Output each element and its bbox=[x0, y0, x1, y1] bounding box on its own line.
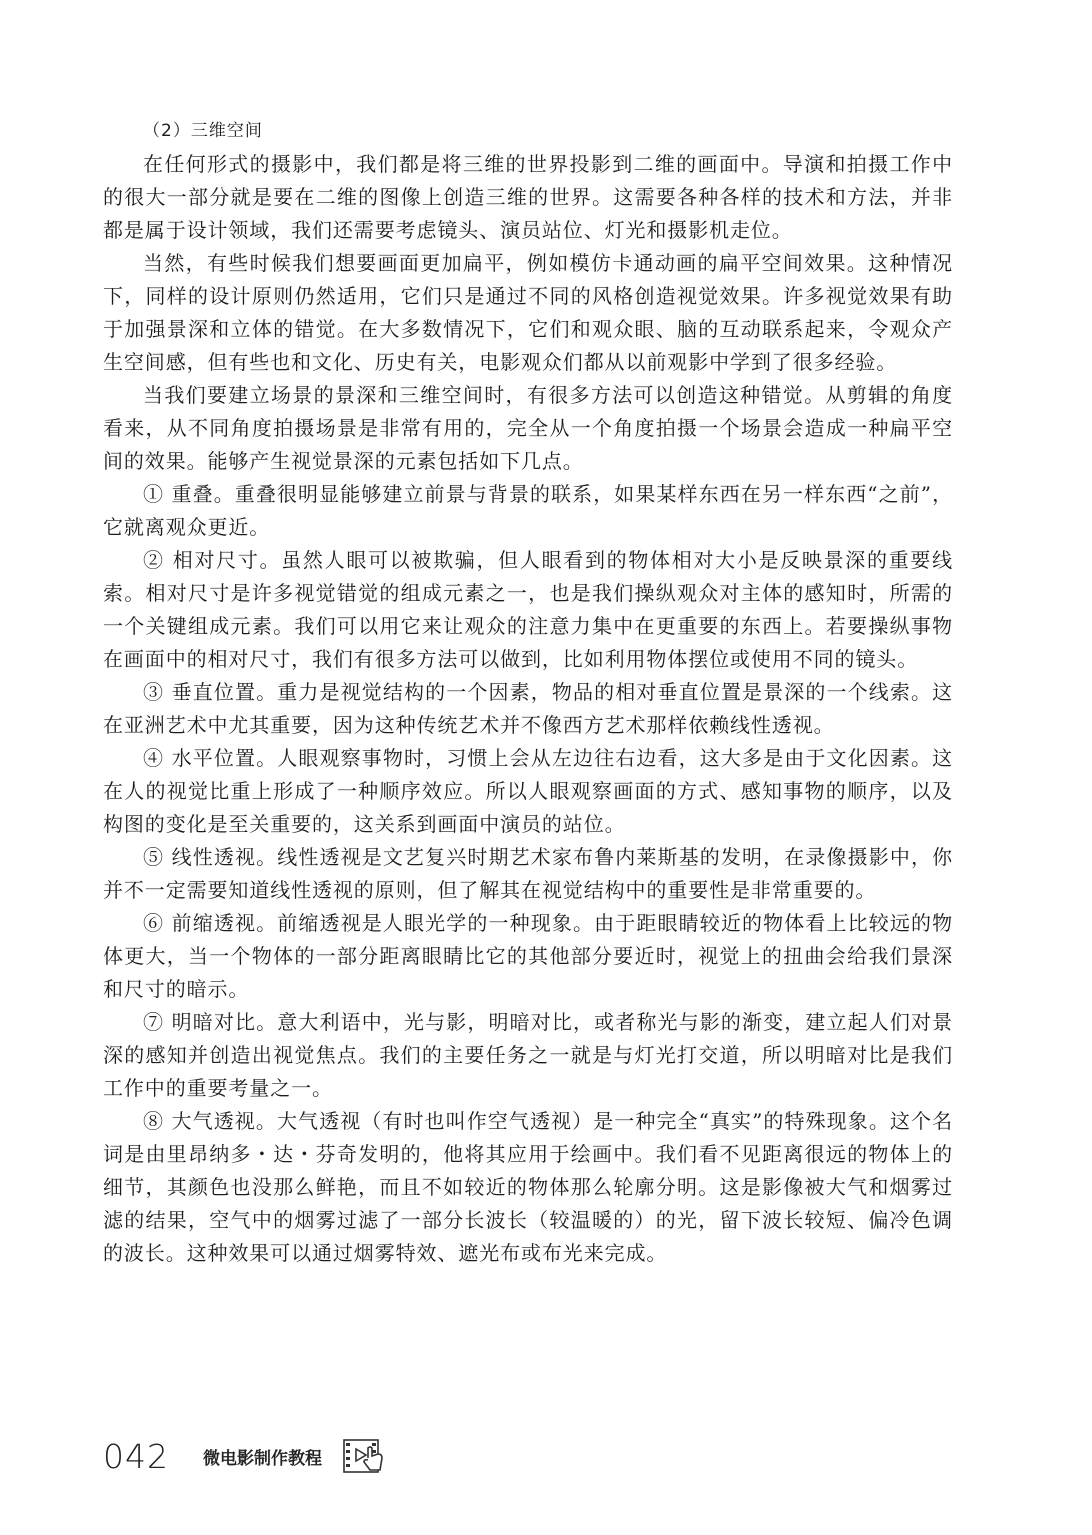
list-item-atmospheric-perspective: ⑧ 大气透视。大气透视（有时也叫作空气透视）是一种完全“真实”的特殊现象。这个名词是由里昂纳多・达・芬奇发明的，他将其应用于绘画中。我们看不见距离很远的物体上的细节，其颜色也没那么鲜艳，而且不如较近的物体那么轮廓分明。这是影像被大气和烟雾过滤的结果，空气中的烟雾过滤了一部分长波长（较温暖的）的光，留下波长较短、偏冷色调的波长。这种效果可以通过烟雾特效、遮光布或布光来完成。 bbox=[103, 1109, 953, 1265]
page-footer bbox=[103, 1432, 388, 1480]
page-body bbox=[103, 114, 953, 1270]
book-title: 微电影制作教程 bbox=[203, 1448, 322, 1469]
paragraph: 在任何形式的摄影中，我们都是将三维的世界投影到二维的画面中。导演和拍摄工作中的很大一部分就是要在二维的图像上创造三维的世界。这需要各种各样的技术和方法，并非都是属于设计领域，我们还需要考虑镜头、演员站位、灯光和摄影机走位。 bbox=[103, 152, 953, 242]
list-item-overlap: ① 重叠。重叠很明显能够建立前景与背景的联系，如果某样东西在另一样东西“之前”，它就离观众更近。 bbox=[103, 482, 953, 539]
page-number: 042 bbox=[103, 1436, 169, 1476]
film-hand-icon bbox=[342, 1436, 388, 1476]
list-item-horizontal-position: ④ 水平位置。人眼观察事物时，习惯上会从左边往右边看，这大多是由于文化因素。这在人的视觉比重上形成了一种顺序效应。所以人眼观察画面的方式、感知事物的顺序，以及构图的变化是至关重要的，这关系到画面中演员的站位。 bbox=[103, 746, 953, 836]
list-item-linear-perspective: ⑤ 线性透视。线性透视是文艺复兴时期艺术家布鲁内莱斯基的发明，在录像摄影中，你并不一定需要知道线性透视的原则，但了解其在视觉结构中的重要性是非常重要的。 bbox=[103, 845, 953, 902]
section-heading: （2）三维空间 bbox=[143, 121, 263, 141]
list-item-vertical-position: ③ 垂直位置。重力是视觉结构的一个因素，物品的相对垂直位置是景深的一个线索。这在亚洲艺术中尤其重要，因为这种传统艺术并不像西方艺术那样依赖线性透视。 bbox=[103, 680, 953, 737]
list-item-foreshortening: ⑥ 前缩透视。前缩透视是人眼光学的一种现象。由于距眼睛较近的物体看上比较远的物体更大，当一个物体的一部分距离眼睛比它的其他部分要近时，视觉上的扭曲会给我们景深和尺寸的暗示。 bbox=[103, 911, 953, 1001]
list-item-chiaroscuro: ⑦ 明暗对比。意大利语中，光与影，明暗对比，或者称光与影的渐变，建立起人们对景深的感知并创造出视觉焦点。我们的主要任务之一就是与灯光打交道，所以明暗对比是我们工作中的重要考量之一。 bbox=[103, 1010, 953, 1100]
paragraph: 当然，有些时候我们想要画面更加扁平，例如模仿卡通动画的扁平空间效果。这种情况下，同样的设计原则仍然适用，它们只是通过不同的风格创造视觉效果。许多视觉效果有助于加强景深和立体的错觉。在大多数情况下，它们和观众眼、脑的互动联系起来，令观众产生空间感，但有些也和文化、历史有关，电影观众们都从以前观影中学到了很多经验。 bbox=[103, 251, 953, 374]
paragraph: 当我们要建立场景的景深和三维空间时，有很多方法可以创造这种错觉。从剪辑的角度看来，从不同角度拍摄场景是非常有用的，完全从一个角度拍摄一个场景会造成一种扁平空间的效果。能够产生视觉景深的元素包括如下几点。 bbox=[103, 383, 953, 473]
list-item-relative-size: ② 相对尺寸。虽然人眼可以被欺骗，但人眼看到的物体相对大小是反映景深的重要线索。相对尺寸是许多视觉错觉的组成元素之一，也是我们操纵观众对主体的感知时，所需的一个关键组成元素。我们可以用它来让观众的注意力集中在更重要的东西上。若要操纵事物在画面中的相对尺寸，我们有很多方法可以做到，比如利用物体摆位或使用不同的镜头。 bbox=[103, 548, 953, 671]
